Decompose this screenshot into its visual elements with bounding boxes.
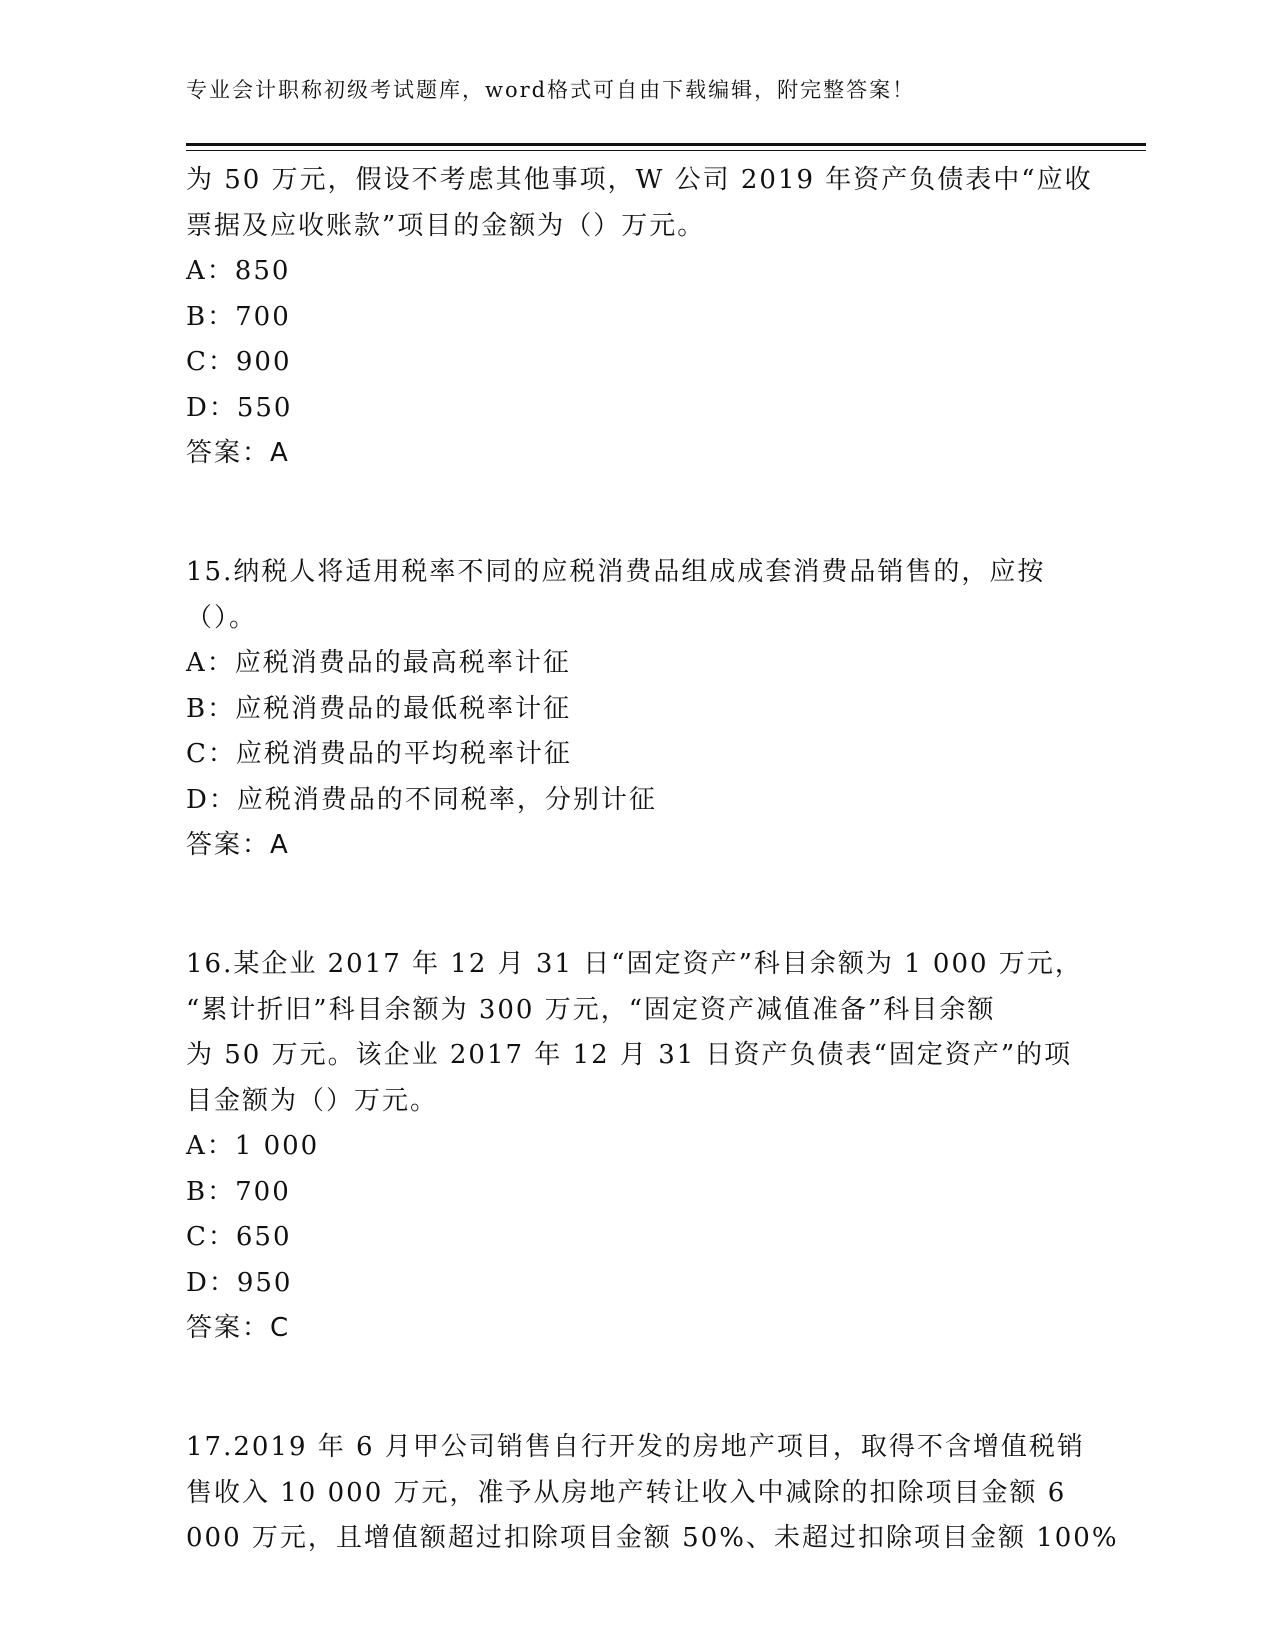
question-list: [186, 158, 1119, 1562]
header-rule-thick: [186, 143, 1146, 146]
question-stem-line: 为 50 万元，假设不考虑其他事项，W 公司 2019 年资产负债表中“应收: [186, 165, 1093, 195]
answer-line: 答案：A: [186, 830, 290, 860]
question-stem-line: 目金额为（）万元。: [186, 1085, 439, 1116]
question-17: [186, 1425, 1119, 1562]
question-stem-line: 售收入 10 000 万元，准予从房地产转让收入中减除的扣除项目金额 6: [186, 1477, 1067, 1508]
question-15: [186, 550, 1086, 869]
question-stem-line: 15.纳税人将适用税率不同的应税消费品组成成套消费品销售的，应按: [186, 557, 1046, 587]
option-c: C：650: [186, 1222, 292, 1252]
option-d: D：950: [186, 1267, 293, 1298]
question-16: [186, 942, 1086, 1352]
question-stem-line: “累计折旧”科目余额为 300 万元，“固定资产减值准备”科目余额: [186, 994, 996, 1025]
option-b: B：700: [186, 1176, 291, 1207]
answer-line: 答案：C: [186, 1313, 291, 1343]
option-d: D：550: [186, 392, 293, 423]
option-a: A：应税消费品的最高税率计征: [186, 648, 571, 678]
option-b: B：700: [186, 301, 291, 332]
page-header: 专业会计职称初级考试题库，word格式可自由下载编辑，附完整答案！: [186, 78, 916, 102]
answer-line: 答案：A: [186, 438, 290, 468]
question-stem-line: 为 50 万元。该企业 2017 年 12 月 31 日资产负债表“固定资产”的项: [186, 1040, 1073, 1070]
header-rule-thin: [186, 150, 1146, 151]
question-stem-line: 17.2019 年 6 月甲公司销售自行开发的房地产项目，取得不含增值税销: [186, 1432, 1085, 1462]
question-stem-line: 16.某企业 2017 年 12 月 31 日“固定资产”科目余额为 1 000 万元，: [186, 949, 1083, 979]
option-d: D：应税消费品的不同税率，分别计征: [186, 784, 657, 815]
option-c: C：应税消费品的平均税率计征: [186, 739, 572, 769]
question-stem-line: 票据及应收账款”项目的金额为（）万元。: [186, 210, 706, 241]
option-a: A：850: [186, 256, 291, 286]
option-b: B：应税消费品的最低税率计征: [186, 693, 572, 724]
option-c: C：900: [186, 347, 292, 377]
question-stem-line: （）。: [186, 602, 258, 633]
question-14: [186, 158, 1093, 477]
option-a: A：1 000: [186, 1131, 320, 1161]
question-stem-line: 000 万元，且增值额超过扣除项目金额 50%、未超过扣除项目金额 100%: [186, 1523, 1119, 1553]
